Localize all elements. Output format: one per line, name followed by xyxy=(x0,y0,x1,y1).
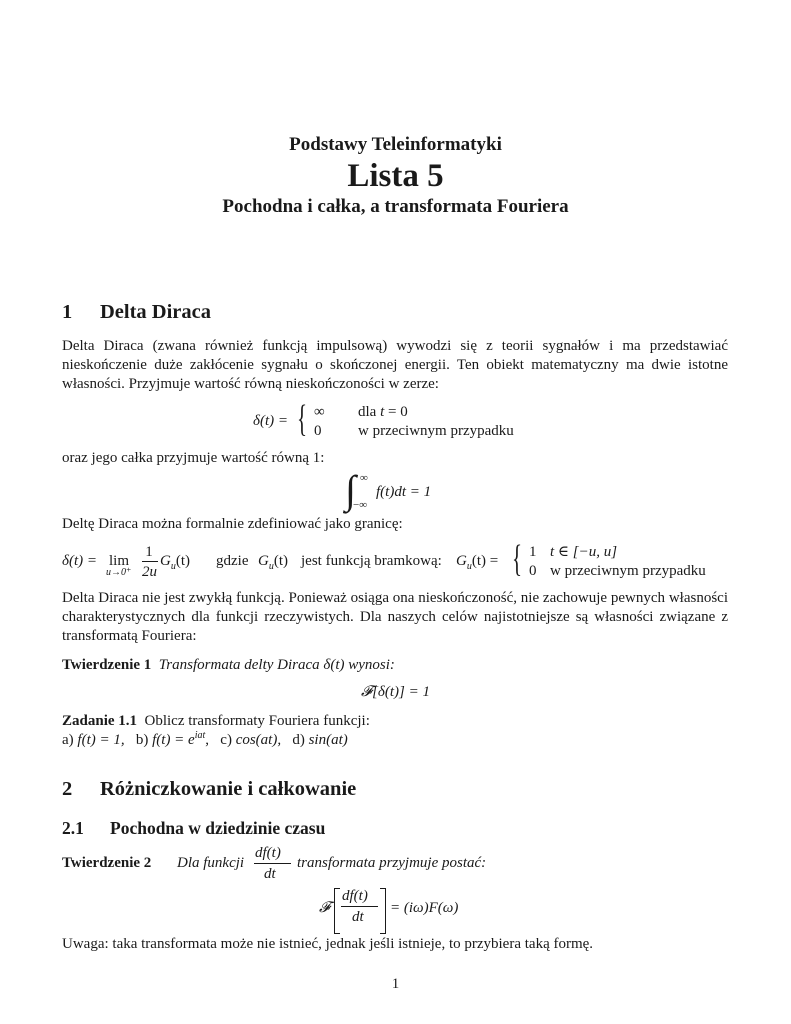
formula-rhs: = (iω)F(ω) xyxy=(390,900,459,916)
integral-sign: ∫ xyxy=(345,467,356,512)
subsection-2-1-number: 2.1 xyxy=(62,818,84,838)
formula-frac-den: dt xyxy=(352,909,364,925)
eq3-lim-subscript: u→0⁺ xyxy=(106,567,132,578)
theorem-1-formula: 𝓕[δ(t)] = 1 xyxy=(361,684,430,700)
theorem-2-text-before: Dla funkcji xyxy=(177,855,245,871)
formula-left-bracket xyxy=(334,888,340,934)
document-title: Lista 5 xyxy=(347,158,444,194)
eq1-case1-cond: dla t = 0 xyxy=(358,404,408,420)
eq1-lhs: δ(t) = xyxy=(253,413,289,429)
theorem-1-label: Twierdzenie 1 xyxy=(62,657,152,673)
eq1-case2-cond: w przeciwnym przypadku xyxy=(358,423,514,439)
section-1-number: 1 xyxy=(62,301,73,323)
eq1-case2-value: 0 xyxy=(314,423,322,439)
integral-upper-limit: ∞ xyxy=(360,472,368,484)
integral-intro: oraz jego całka przyjmuje wartość równą 1: xyxy=(62,450,325,466)
formula-right-bracket xyxy=(380,888,386,934)
formula-F: 𝓕 xyxy=(319,900,331,916)
eq3-frac-line xyxy=(142,561,158,562)
eq3-gate-expr: $G_u(t)$ xyxy=(160,553,191,572)
section-2-title: Różniczkowanie i całkowanie xyxy=(100,778,357,800)
integral-body: f(t)dt = 1 xyxy=(376,484,432,500)
document-subtitle: Pochodna i całka, a transformata Fouriera xyxy=(222,196,569,217)
eq3-frac-num: 1 xyxy=(145,544,153,560)
section-2-number: 2 xyxy=(62,778,73,800)
eq3-gdzie: gdzie xyxy=(216,553,249,569)
formula-frac-num: df(t) xyxy=(342,888,368,904)
eq3-case1-value: 1 xyxy=(529,544,537,560)
section-1-para-2: Delta Diraca nie jest zwykłą funkcją. Ponieważ osiąga ona nieskończoność, nie zachowuje pewnych własności charakterystycznych dla funkcji rzeczywistych. Dla naszych celów najistotniejsze są własności związane z transformatą Fouriera: xyxy=(62,590,728,644)
section-1-intro: Delta Diraca (zwana również funkcją impulsową) wywodzi się z teorii sygnałów i ma przedstawiać nieskończenie duże zakłócenie sygnału o skończonej energii. Ten obiekt matematyczny ma dwie istotne własności. Przyjmuje wartość równą nieskończoności w zerze: xyxy=(62,338,728,392)
task-1-1-label: Zadanie 1.1 xyxy=(62,713,138,729)
theorem-1 xyxy=(62,658,395,673)
eq1-brace: { xyxy=(297,398,308,440)
formula-frac-line xyxy=(341,906,378,907)
task-1-1-items: a) f(t) = 1, b) $f(t) = e^{iat}$, c) cos(at), d) sin(at) xyxy=(62,730,348,748)
task-1-1 xyxy=(62,714,370,729)
limit-intro: Deltę Diraca można formalnie zdefiniować jako granicę: xyxy=(62,516,403,532)
task-1-1-text: Oblicz transformaty Fouriera funkcji: xyxy=(144,713,370,729)
theorem-2-label: Twierdzenie 2 xyxy=(62,855,152,871)
theorem-1-text: Transformata delty Diraca δ(t) wynosi: xyxy=(158,657,395,673)
eq3-gate-name-2: $G_u(t)$ = xyxy=(456,553,499,572)
integral-lower-limit: −∞ xyxy=(353,499,368,511)
eq3-case2-value: 0 xyxy=(529,563,537,579)
theorem-2-frac-den: dt xyxy=(264,866,276,882)
eq3-lim: lim xyxy=(109,553,130,569)
eq3-lhs: δ(t) = xyxy=(62,553,98,569)
eq3-case2-cond: w przeciwnym przypadku xyxy=(550,563,706,579)
page-number: 1 xyxy=(391,976,400,992)
eq3-gate-text: jest funkcją bramkową: xyxy=(301,553,442,569)
eq3-brace: { xyxy=(512,538,523,580)
theorem-2-text-after: transformata przyjmuje postać: xyxy=(297,855,487,871)
subsection-2-1-title: Pochodna w dziedzinie czasu xyxy=(110,818,326,838)
course-name: Podstawy Teleinformatyki xyxy=(289,134,502,155)
eq3-gate-name: $G_u(t)$ xyxy=(258,553,289,572)
eq1-case1-value: ∞ xyxy=(314,404,325,420)
section-1-title: Delta Diraca xyxy=(100,301,211,323)
theorem-2-frac-line xyxy=(254,863,291,864)
eq3-case1-cond: t ∈ [−u, u] xyxy=(550,544,618,560)
theorem-2-frac-num: df(t) xyxy=(255,845,281,861)
eq3-frac-den: 2u xyxy=(142,564,157,580)
note: Uwaga: taka transformata może nie istnieć, jednak jeśli istnieje, to przybiera taką formę. xyxy=(62,936,594,952)
